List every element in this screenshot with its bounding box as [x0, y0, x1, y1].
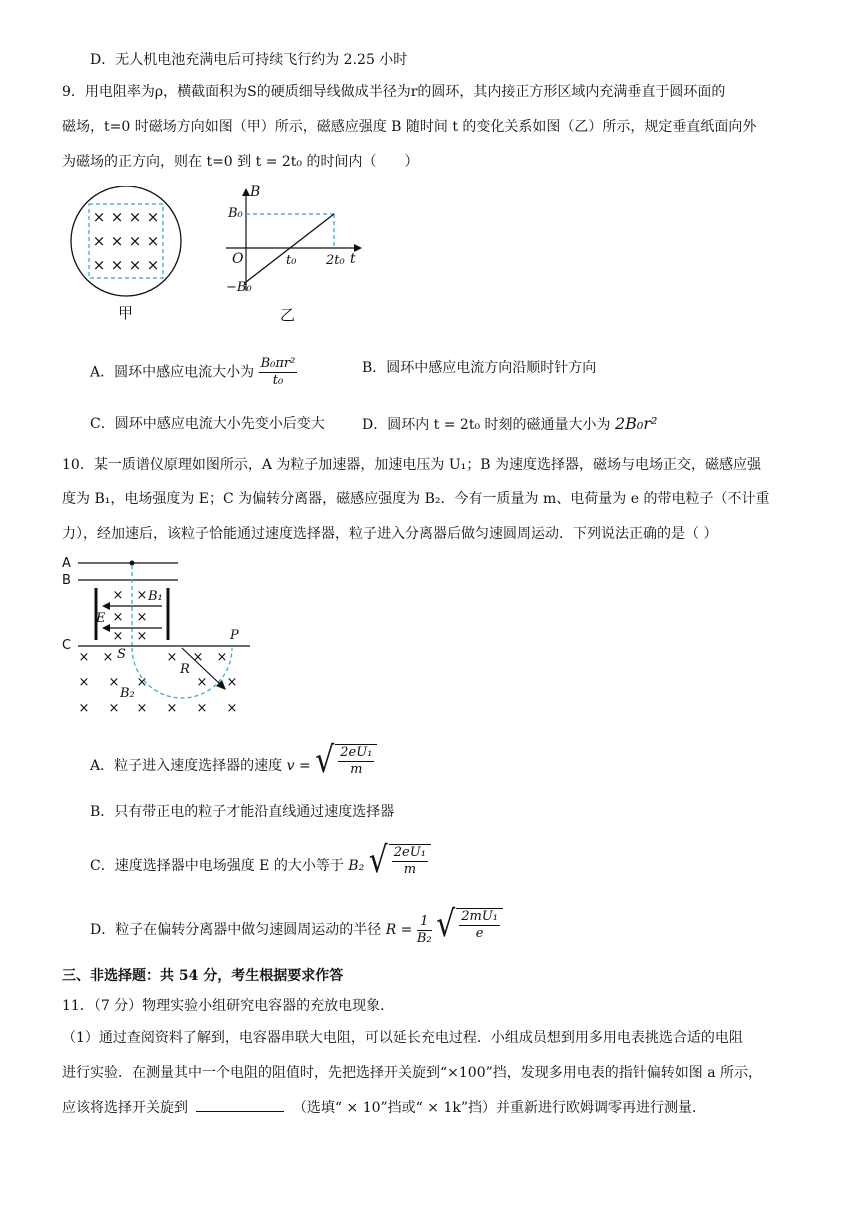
diagram-label-r: R [180, 662, 190, 677]
svg-text:×: × [226, 701, 238, 716]
graph-origin-label: O [232, 251, 244, 267]
q9-option-a-fraction [259, 356, 298, 389]
q11-line2: （1）通过查阅资料了解到，电容器串联大电阻，可以延长充电过程．小组成员想到用多用电表挑选合适的电阻 [62, 1030, 743, 1046]
svg-text:×: × [136, 675, 148, 690]
fraction-numerator: 2eU₁ [340, 745, 373, 760]
svg-text:×: × [112, 588, 124, 603]
svg-text:×: × [102, 650, 114, 665]
figure-jia-caption: 甲 [118, 304, 134, 322]
q10-option-a-lhs: v = [286, 758, 311, 774]
q9-option-a [90, 356, 297, 389]
q9-option-b: B．圆环中感应电流方向沿顺时针方向 [362, 360, 597, 376]
answer-blank[interactable] [196, 1097, 284, 1112]
fraction-denominator: e [475, 926, 484, 941]
svg-text:×: × [78, 650, 90, 665]
diagram-label-b: B [62, 573, 71, 588]
svg-text:×: × [110, 232, 124, 250]
svg-text:×: × [196, 675, 208, 690]
svg-text:×: × [92, 256, 106, 274]
q10-stem-line2: 度为 B₁，电场强度为 E；C 为偏转分离器，磁感应强度为 B₂．今有一质量为 m、电荷量为 e 的带电粒子（不计重 [62, 491, 770, 507]
q10-stem-line3: 力），经加速后，该粒子恰能通过速度选择器，粒子进入分离器后做匀速圆周运动．下列说法正确的是（ ） [62, 526, 718, 542]
section-3-title: 三、非选择题：共 54 分，考生根据要求作答 [62, 968, 344, 984]
q9-option-d [362, 414, 657, 435]
diagram-label-a: A [62, 556, 71, 571]
fraction-numerator: B₀πr² [260, 356, 296, 371]
fraction-denominator: m [350, 762, 363, 777]
graph-b0-label: B₀ [228, 206, 243, 221]
svg-text:×: × [136, 610, 148, 625]
q9-stem-line3: 为磁场的正方向，则在 t=0 到 t = 2t₀ 的时间内（ ） [62, 154, 419, 170]
radical-sign: √ [315, 739, 335, 782]
fraction-numerator: 1 [417, 914, 432, 931]
q11-line4-suffix: （选填“ × 10”挡或“ × 1k”挡）并重新进行欧姆调零再进行测量． [292, 1100, 707, 1116]
sqrt-fraction [392, 845, 428, 878]
fraction-denominator: m [403, 862, 417, 877]
svg-text:×: × [196, 701, 208, 716]
svg-text:×: × [136, 701, 148, 716]
svg-text:×: × [166, 650, 178, 665]
svg-text:×: × [78, 701, 90, 716]
diagram-label-c: C [62, 638, 72, 653]
sqrt-fraction [338, 745, 374, 778]
q10-option-c-coef: B₂ [348, 858, 365, 874]
q11-line1: 11．（7 分）物理实验小组研究电容器的充放电现象． [62, 998, 395, 1014]
q11-line4-prefix: 应该将选择开关旋到 [62, 1100, 188, 1116]
q10-stem-line1: 10．某一质谱仪原理如图所示，A 为粒子加速器，加速电压为 U₁；B 为速度选择器，磁场与电场正交，磁感应强 [62, 457, 761, 473]
q9-option-a-text: A．圆环中感应电流大小为 [90, 364, 255, 381]
svg-text:×: × [108, 675, 120, 690]
svg-text:×: × [146, 256, 160, 274]
svg-text:×: × [128, 256, 142, 274]
q10-option-d-fraction [417, 914, 432, 947]
fraction-denominator: t₀ [272, 373, 284, 388]
svg-text:×: × [216, 650, 228, 665]
q11-line4 [62, 1097, 706, 1118]
fraction-numerator: 2eU₁ [393, 845, 426, 860]
svg-text:×: × [128, 232, 142, 250]
q9-stem-line2: 磁场，t=0 时磁场方向如图（甲）所示，磁感应强度 B 随时间 t 的变化关系如图（乙）所示，规定垂直纸面向外 [62, 119, 757, 135]
q10-option-a-text: A．粒子进入速度选择器的速度 [90, 758, 283, 774]
q9-option-d-value: 2B₀r² [614, 414, 658, 433]
q10-option-a [90, 739, 377, 782]
sqrt-body [335, 744, 377, 778]
radical-sign: √ [368, 839, 388, 882]
diagram-label-b1: B₁ [148, 589, 163, 604]
svg-text:×: × [136, 629, 148, 644]
sqrt-body [456, 908, 503, 942]
fraction-numerator: 2mU₁ [461, 909, 498, 924]
svg-text:×: × [112, 629, 124, 644]
svg-text:×: × [92, 208, 106, 226]
q9-option-c: C．圆环中感应电流大小先变小后变大 [90, 416, 325, 432]
svg-text:×: × [92, 232, 106, 250]
svg-text:×: × [128, 208, 142, 226]
q10-option-c [90, 839, 431, 882]
svg-text:×: × [110, 256, 124, 274]
svg-text:×: × [166, 701, 178, 716]
svg-text:×: × [226, 675, 238, 690]
svg-text:×: × [110, 208, 124, 226]
graph-t0-label: t₀ [286, 253, 297, 268]
svg-text:×: × [136, 588, 148, 603]
q10-option-c-sqrt [368, 839, 431, 882]
diagram-label-b2: B₂ [120, 686, 135, 701]
radical-sign: √ [436, 903, 456, 946]
q8-option-d: D．无人机电池充满电后可持续飞行约为 2.25 小时 [90, 52, 408, 68]
q9-stem-line1: 9．用电阻率为ρ，横截面积为S的硬质细导线做成半径为r的圆环，其内接正方形区域内充满垂直于圆环面的 [62, 84, 726, 100]
sqrt-fraction [459, 909, 500, 942]
svg-text:×: × [112, 610, 124, 625]
graph-axis-t-label: t [350, 251, 356, 267]
diagram-label-e: E [96, 611, 106, 626]
q10-option-a-sqrt [315, 739, 377, 782]
q10-option-d-lhs: R = [385, 922, 413, 938]
diagram-label-s: S [117, 647, 126, 662]
q10-option-d-text: D．粒子在偏转分离器中做匀速圆周运动的半径 [90, 922, 382, 938]
svg-text:×: × [146, 232, 160, 250]
svg-text:×: × [146, 208, 160, 226]
svg-text:×: × [108, 701, 120, 716]
svg-text:×: × [78, 675, 90, 690]
fraction-denominator: B₂ [416, 930, 432, 946]
q10-option-b: B．只有带正电的粒子才能沿直线通过速度选择器 [90, 804, 395, 820]
graph-axis-b-label: B [250, 184, 261, 200]
figure-yi-caption: 乙 [280, 306, 296, 324]
q11-line3: 进行实验．在测量其中一个电阻的阻值时，先把选择开关旋到“×100”挡，发现多用电表的指针偏转如图 a 所示， [62, 1065, 763, 1081]
q10-option-d [90, 903, 503, 947]
diagram-label-p: P [230, 628, 239, 643]
graph-2t0-label: 2t₀ [326, 253, 345, 268]
svg-text:×: × [192, 650, 204, 665]
q9-option-d-text: D．圆环内 t = 2t₀ 时刻的磁通量大小为 [362, 417, 611, 433]
q10-option-c-text: C．速度选择器中电场强度 E 的大小等于 [90, 858, 344, 874]
graph-neg-b0-label: −B₀ [226, 280, 252, 295]
sqrt-body [389, 844, 431, 878]
q10-option-d-sqrt [436, 903, 503, 946]
